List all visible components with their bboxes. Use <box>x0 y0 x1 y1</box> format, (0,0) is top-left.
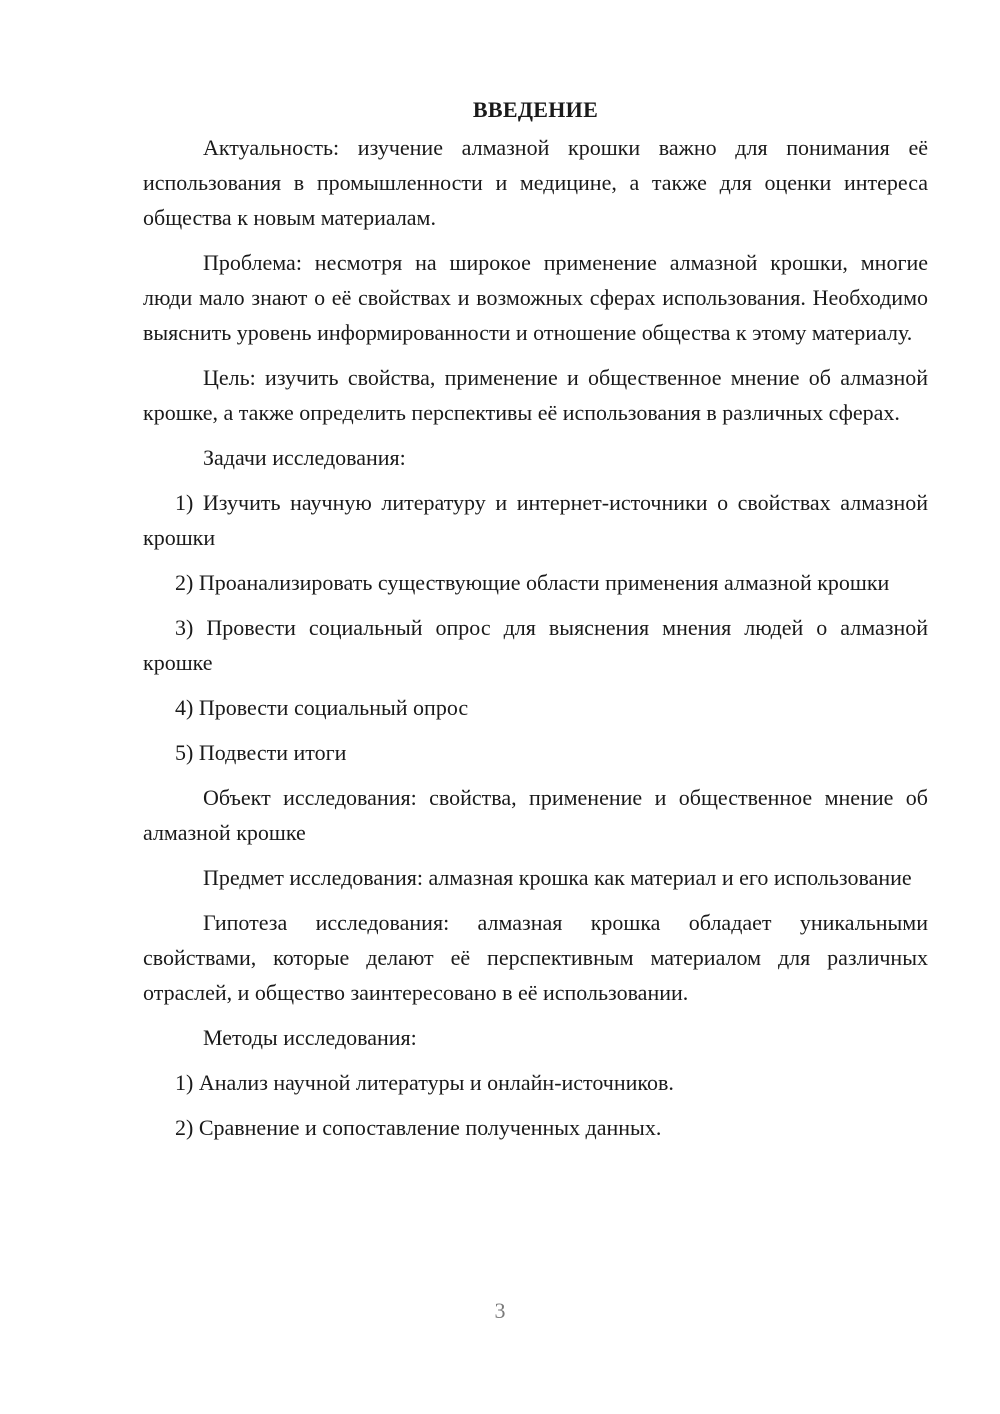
problem-paragraph: Проблема: несмотря на широкое применение алмазной крошки, многие люди мало знают о её свойствах и возможных сферах использования. Необходимо выяснить уровень информированности и отношение общества к этому материалу. <box>143 250 928 345</box>
page-number: 3 <box>494 1298 506 1323</box>
subject-paragraph: Предмет исследования: алмазная крошка как материал и его использование <box>203 865 912 890</box>
page-title: ВВЕДЕНИЕ <box>472 97 599 122</box>
task-item-4: 4) Провести социальный опрос <box>175 695 469 720</box>
document-page <box>143 92 928 1155</box>
tasks-heading: Задачи исследования: <box>203 445 406 470</box>
task-item-2: 2) Проанализировать существующие области применения алмазной крошки <box>175 570 890 595</box>
task-item-3: 3) Провести социальный опрос для выяснения мнения людей о алмазной крошке <box>143 615 928 675</box>
task-item-1: 1) Изучить научную литературу и интернет-источники о свойствах алмазной крошки <box>143 490 928 550</box>
relevance-paragraph: Актуальность: изучение алмазной крошки важно для понимания её использования в промышленности и медицине, а также для оценки интереса общества к новым материалам. <box>143 135 928 230</box>
method-item-2: 2) Сравнение и сопоставление полученных данных. <box>175 1115 662 1140</box>
methods-heading: Методы исследования: <box>203 1025 417 1050</box>
goal-paragraph: Цель: изучить свойства, применение и общественное мнение об алмазной крошке, а также определить перспективы её использования в различных сферах. <box>143 365 928 425</box>
task-item-5: 5) Подвести итоги <box>175 740 347 765</box>
hypothesis-paragraph: Гипотеза исследования: алмазная крошка обладает уникальными свойствами, которые делают её перспективным материалом для различных отраслей, и общество заинтересовано в её использовании. <box>143 910 928 1005</box>
method-item-1: 1) Анализ научной литературы и онлайн-источников. <box>175 1070 674 1095</box>
object-paragraph: Объект исследования: свойства, применение и общественное мнение об алмазной крошке <box>143 785 928 845</box>
